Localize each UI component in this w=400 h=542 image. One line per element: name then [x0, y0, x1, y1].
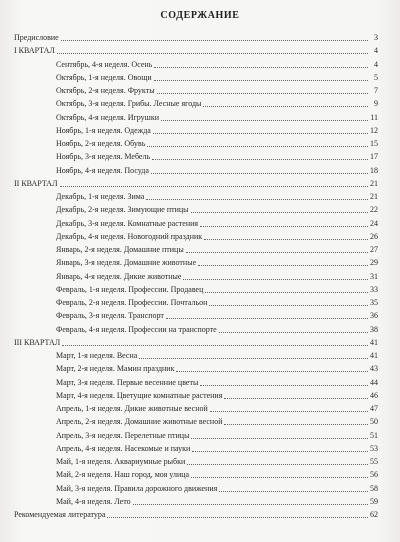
toc-entry: [56, 404, 378, 414]
dot-leader: [60, 186, 368, 187]
toc-entry-label: II КВАРТАЛ: [14, 178, 58, 188]
dot-leader: [154, 67, 368, 68]
dot-leader: [224, 398, 368, 399]
dot-leader: [198, 265, 368, 266]
toc-page-number: 58: [370, 483, 378, 493]
toc-page-number: 55: [370, 457, 378, 466]
toc-entry: [56, 364, 378, 374]
toc-entry: [56, 73, 378, 83]
dot-leader: [107, 517, 368, 518]
toc-entry-label: Январь, 4-я неделя. Дикие животные: [56, 271, 182, 281]
toc-entry: [56, 484, 378, 494]
dot-leader: [205, 292, 368, 293]
toc-section-entry: [14, 33, 378, 43]
dot-leader: [191, 477, 368, 478]
toc-entry-label: Ноябрь, 4-я неделя. Посуда: [56, 165, 149, 175]
toc-entry: [56, 431, 378, 441]
dot-leader: [219, 332, 368, 333]
toc-page-number: 4: [374, 59, 378, 69]
toc-page-number: 26: [370, 231, 378, 241]
toc-entry: [56, 219, 378, 229]
dot-leader: [200, 226, 368, 227]
dot-leader: [191, 212, 368, 213]
toc-page-number: 59: [370, 496, 378, 506]
toc-page-number: 27: [370, 245, 378, 254]
dot-leader: [191, 438, 368, 439]
dot-leader: [219, 491, 368, 492]
toc-entry-label: Октябрь, 4-я неделя. Игрушки: [56, 112, 159, 122]
toc-entry-label: Февраль, 2-я неделя. Профессии. Почтальон: [56, 298, 208, 307]
toc-entry-label: Апрель, 4-я неделя. Насекомые и пауки: [56, 443, 191, 453]
toc-page-number: 33: [370, 284, 378, 294]
toc-entry-label: Май, 4-я неделя. Лето: [56, 496, 131, 506]
toc-entry: [56, 245, 378, 255]
toc-page-number: 3: [374, 33, 378, 42]
dot-leader: [204, 239, 368, 240]
dot-leader: [192, 451, 368, 452]
dot-leader: [200, 385, 368, 386]
toc-page-number: 46: [370, 390, 378, 400]
toc-page-number: 22: [370, 205, 378, 215]
dot-leader: [176, 371, 368, 372]
dot-leader: [161, 120, 368, 121]
toc-entry: [56, 311, 378, 321]
toc-entry-label: Апрель, 2-я неделя. Домашние животные весной: [56, 417, 223, 427]
toc-entry-label: Март, 4-я неделя. Цветущие комнатные растения: [56, 390, 223, 400]
dot-leader: [61, 40, 368, 41]
toc-entry: [56, 272, 378, 282]
toc-page-number: 44: [370, 377, 378, 387]
dot-leader: [183, 279, 368, 280]
dot-leader: [224, 424, 368, 425]
toc-page-number: 12: [370, 125, 378, 135]
toc-entry: [56, 417, 378, 427]
toc-entry: [56, 113, 378, 123]
toc-entry-label: Апрель, 3-я неделя. Перелетные птицы: [56, 430, 190, 440]
toc-page-number: 18: [370, 165, 378, 175]
dot-leader: [154, 80, 368, 81]
toc-section-entry: [14, 179, 378, 189]
toc-entry-label: Январь, 3-я неделя. Домашние животные: [56, 258, 197, 268]
toc-page-number: 17: [370, 152, 378, 162]
toc-entry-label: Ноябрь, 1-я неделя. Одежда: [56, 125, 151, 135]
toc-entry: [56, 470, 378, 480]
toc-entry: [56, 99, 378, 109]
toc-entry-label: Предисловие: [14, 33, 59, 42]
toc-entry: [56, 391, 378, 401]
dot-leader: [203, 106, 368, 107]
toc-entry-label: Март, 3-я неделя. Первые весенние цветы: [56, 377, 199, 387]
toc-entry: [56, 298, 378, 308]
toc-entry: [56, 457, 378, 467]
toc-entry-label: Май, 2-я неделя. Наш город, моя улица: [56, 470, 190, 480]
toc-page-number: 31: [370, 271, 378, 281]
dot-leader: [57, 53, 368, 54]
dot-leader: [186, 252, 368, 253]
dot-leader: [166, 318, 368, 319]
toc-entry-label: Октябрь, 2-я неделя. Фрукты: [56, 86, 155, 95]
toc-entry-label: Сентябрь, 4-я неделя. Осень: [56, 59, 153, 69]
toc-entry: [56, 325, 378, 335]
toc-page-number: 56: [370, 470, 378, 480]
toc-entry: [56, 258, 378, 268]
toc-page-number: 35: [370, 298, 378, 307]
toc-page-number: 21: [370, 192, 378, 201]
dot-leader: [153, 133, 368, 134]
toc-entry: [56, 139, 378, 149]
toc-entry: [56, 378, 378, 388]
toc-page-number: 53: [370, 443, 378, 453]
dot-leader: [133, 504, 368, 505]
toc-entry: [56, 444, 378, 454]
dot-leader: [147, 146, 368, 147]
toc-entry: [56, 60, 378, 70]
toc-entry-label: I КВАРТАЛ: [14, 46, 55, 56]
toc-page-number: 47: [370, 404, 378, 413]
toc-page-number: 50: [370, 417, 378, 427]
toc-entry-label: Январь, 2-я неделя. Домашние птицы: [56, 245, 184, 254]
toc-entry-label: Май, 3-я неделя. Правила дорожного движения: [56, 483, 218, 493]
toc-page-number: 7: [374, 86, 378, 95]
toc-entry: [56, 152, 378, 162]
page-title: СОДЕРЖАНИЕ: [160, 10, 240, 21]
dot-leader: [146, 199, 368, 200]
toc-page-number: 5: [374, 72, 378, 82]
toc-entry: [56, 192, 378, 202]
toc-section-entry: [14, 338, 378, 348]
toc-entry-label: Декабрь, 2-я неделя. Зимующие птицы: [56, 205, 189, 215]
toc-section-entry: [14, 46, 378, 56]
toc-entry-label: Апрель, 1-я неделя. Дикие животные весной: [56, 404, 208, 413]
toc-page-number: 41: [370, 351, 378, 360]
toc-page-number: 21: [370, 178, 378, 188]
toc-entry: [56, 232, 378, 242]
toc-page-number: 62: [370, 510, 378, 519]
dot-leader: [157, 93, 368, 94]
toc-entry-label: Ноябрь, 2-я неделя. Обувь: [56, 139, 146, 148]
dot-leader: [62, 345, 368, 346]
toc-page-number: 9: [374, 99, 378, 109]
toc-entry-label: Май, 1-я неделя. Аквариумные рыбки: [56, 457, 186, 466]
dot-leader: [139, 358, 368, 359]
toc-page-number: 36: [370, 311, 378, 321]
toc-page-number: 11: [370, 112, 378, 122]
toc-section-entry: [14, 510, 378, 520]
toc-page-number: 41: [370, 337, 378, 347]
toc-page-number: 43: [370, 364, 378, 374]
dot-leader: [210, 411, 368, 412]
toc-entry: [56, 126, 378, 136]
toc-page-number: 38: [370, 324, 378, 334]
toc-entry: [56, 166, 378, 176]
toc-entry: [56, 351, 378, 361]
toc-entry-label: Март, 1-я неделя. Весна: [56, 351, 138, 360]
dot-leader: [151, 173, 368, 174]
toc-page-number: 4: [374, 46, 378, 56]
toc-entry-label: Февраль, 1-я неделя. Профессии. Продавец: [56, 284, 204, 294]
toc-entry-label: Февраль, 4-я неделя. Профессии на транспорте: [56, 324, 217, 334]
toc-entry-label: Февраль, 3-я неделя. Транспорт: [56, 311, 164, 321]
toc-page-number: 15: [370, 139, 378, 148]
toc-entry: [56, 285, 378, 295]
toc-entry-label: Декабрь, 4-я неделя. Новогодний праздник: [56, 231, 203, 241]
toc-entry-label: Декабрь, 3-я неделя. Комнатные растения: [56, 218, 199, 228]
toc-entry: [56, 497, 378, 507]
toc-entry-label: Март, 2-я неделя. Мамин праздник: [56, 364, 175, 374]
toc-entry-label: Октябрь, 3-я неделя. Грибы. Лесные ягоды: [56, 99, 202, 109]
dot-leader: [187, 464, 368, 465]
toc-entry-label: Октябрь, 1-я неделя. Овощи: [56, 72, 152, 82]
toc-page-number: 29: [370, 258, 378, 268]
toc-page-number: 24: [370, 218, 378, 228]
toc-entry: [56, 205, 378, 215]
toc-entry-label: Декабрь, 1-я неделя. Зима: [56, 192, 145, 201]
dot-leader: [152, 159, 368, 160]
toc-entry-label: III КВАРТАЛ: [14, 337, 61, 347]
toc-entry-label: Рекомендуемая литература: [14, 510, 106, 519]
toc-entry-label: Ноябрь, 3-я неделя. Мебель: [56, 152, 151, 162]
toc-page-number: 51: [370, 430, 378, 440]
toc-entry: [56, 86, 378, 96]
dot-leader: [209, 305, 368, 306]
